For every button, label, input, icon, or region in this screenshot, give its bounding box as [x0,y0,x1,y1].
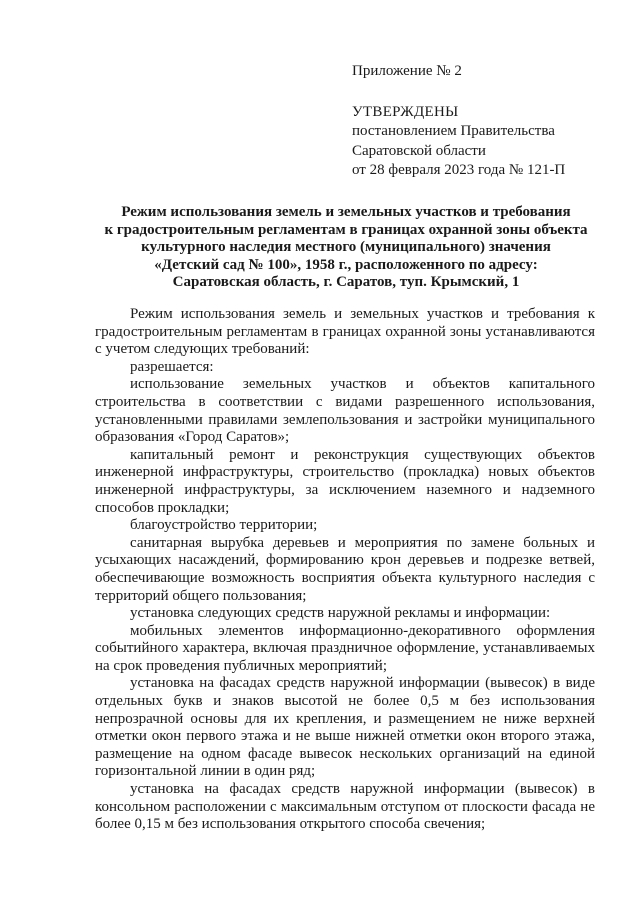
title-line-4: «Детский сад № 100», 1958 г., расположенного по адресу: [154,256,538,273]
paragraph-console-signs: установка на фасадах средств наружной информации (вывесок) в консольном расположении с максимальным отступом от плоскости фасада не более 0,15 м без использования открытого способа свечения; [95,781,595,833]
document-title [60,204,632,292]
paragraph-intro: Режим использования земель и земельных участков и требования к градостроительным регламентам в границах охранной зоны устанавливаются с учетом следующих требований: [95,306,595,358]
title-line-5: Саратовская область, г. Саратов, туп. Крымский, 1 [172,274,520,291]
paragraph-land-use: использование земельных участков и объектов капитального строительства в соответствии с видами разрешенного использования, установленными правилами землепользования и застройки муниципального образования «Город Саратов»; [95,376,595,446]
paragraph-mobile-elements: мобильных элементов информационно-декоративного оформления событийного характера, включая праздничное оформление, устанавливаемых на срок проведения публичных мероприятий; [95,622,595,674]
paragraph-landscaping: благоустройство территории; [130,517,318,534]
paragraph-advertising: установка следующих средств наружной рекламы и информации: [130,605,551,622]
title-line-2: к градостроительным регламентам в границах охранной зоны объекта [104,221,588,238]
approved-label: УТВЕРЖДЕНЫ [352,103,459,120]
title-line-1: Режим использования земель и земельных участков и требования [121,204,571,220]
paragraph-infrastructure: капитальный ремонт и реконструкция существующих объектов инженерной инфраструктуры, строительство (прокладка) новых объектов инженерной инфраструктуры, за исключением наземного и надземного способов прокладки; [95,446,595,516]
paragraph-facade-letters: установка на фасадах средств наружной информации (вывесок) в виде отдельных букв и знаков высотой не более 0,5 м без использования непрозрачной основы для их крепления, и размещением не ниже верхней отметки окон первого этажа и не выше нижней отметки окон второго этажа, размещение на одном фасаде вывесок нескольких организаций на единой горизонтальной линии в один ряд; [95,675,595,780]
document-body [95,306,595,834]
appendix-label: Приложение № 2 [352,63,462,79]
approval-line-2: Саратовской области [352,142,486,159]
approval-line-3: от 28 февраля 2023 года № 121-П [352,162,566,178]
approval-block [352,62,565,181]
paragraph-allowed: разрешается: [130,358,214,375]
paragraph-sanitary-felling: санитарная вырубка деревьев и мероприятия по замене больных и усыхающих насаждений, формированию крон деревьев и подрезке ветвей, обеспечивающие возможность восприятия объекта культурного наследия с территорий общего пользования; [95,534,595,604]
title-line-3: культурного наследия местного (муниципального) значения [141,239,551,256]
approval-line-1: постановлением Правительства [352,123,555,139]
